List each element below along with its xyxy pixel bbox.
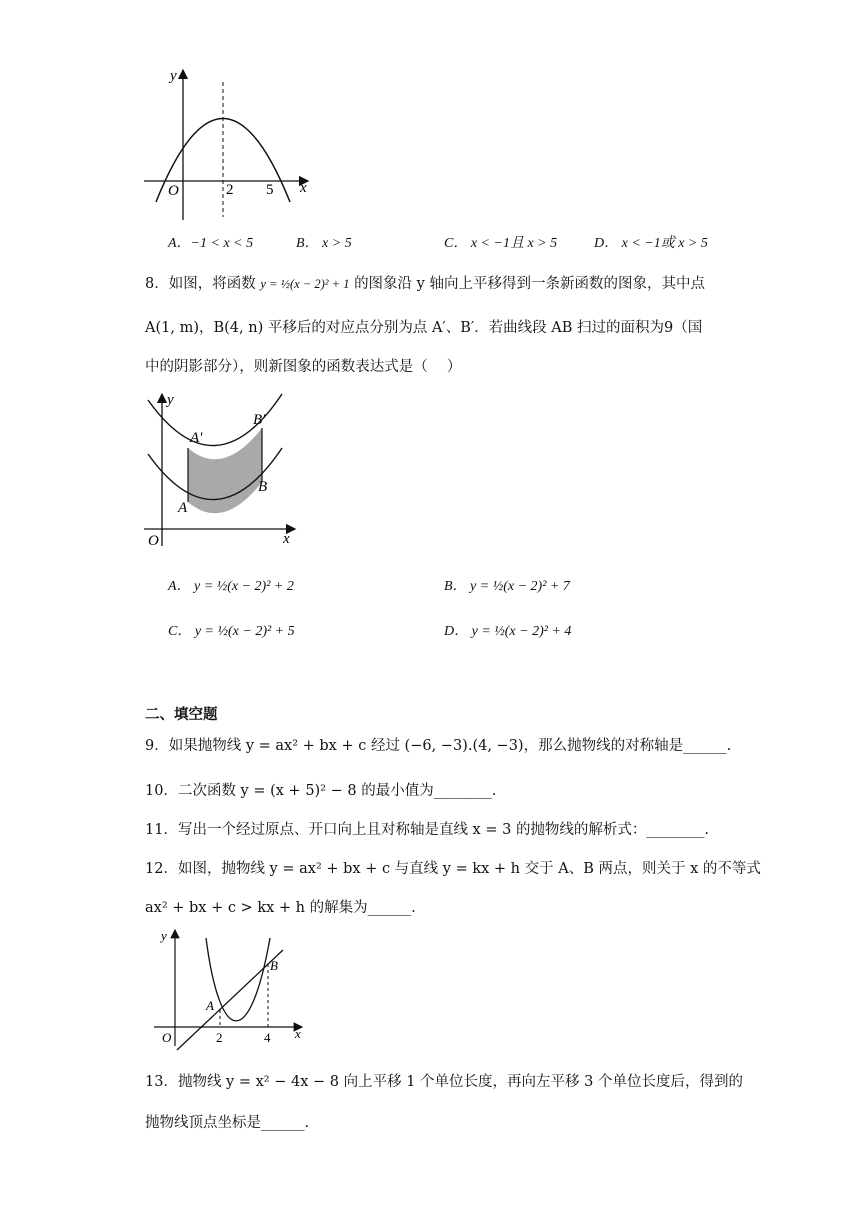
q8-option-a[interactable]: A． y = ½(x − 2)² + 2 <box>168 579 294 594</box>
q8-line-1 <box>145 272 705 293</box>
q7-option-a[interactable]: A．−1 < x < 5 <box>168 236 254 251</box>
origin-label: O <box>168 183 179 199</box>
q7-option-b[interactable]: B． x > 5 <box>296 236 352 251</box>
axis-y-label: y <box>161 928 167 943</box>
tick-label-2: 2 <box>216 1030 223 1045</box>
question-11: 11．写出一个经过原点、开口向上且对称轴是直线 x = 3 的抛物线的解析式：________. <box>145 822 710 838</box>
axis-x-label: x <box>295 1026 301 1041</box>
q8-suffix: 的图象沿 y 轴向上平移得到一条新函数的图象，其中点 <box>354 276 705 292</box>
q7-option-d[interactable]: D． x < −1或 x > 5 <box>594 236 708 251</box>
tick-label-4: 4 <box>264 1030 271 1045</box>
axis-y-label: y <box>170 68 177 84</box>
q8-line-3: 中的阴影部分），则新图象的函数表达式是（ ） <box>145 359 462 375</box>
q8-prefix: 8．如图，将函数 <box>145 276 256 292</box>
point-a-label: A <box>206 998 214 1013</box>
q8-line-2: A(1, m)，B(4, n) 平移后的对应点分别为点 A′、B′．若曲线段 AB 扫过的面积为9（国 <box>145 320 703 336</box>
point-b-prime-label: B′ <box>253 412 266 428</box>
parabola-curve <box>206 938 270 1021</box>
axis-x-label: x <box>283 531 290 547</box>
point-a-prime-label: A′ <box>190 430 203 446</box>
origin-label: O <box>148 533 159 549</box>
q8-formula: y = ½(x − 2)² + 1 <box>260 277 350 291</box>
question-13-line-1: 13．抛物线 y = x² − 4x − 8 向上平移 1 个单位长度，再向左平移 3 个单位长度后，得到的 <box>145 1074 743 1090</box>
question-10: 10．二次函数 y = (x + 5)² − 8 的最小值为________. <box>145 783 497 799</box>
section-heading-fill-blank: 二、填空题 <box>145 707 218 723</box>
question-12-line-1: 12．如图，抛物线 y = ax² + bx + c 与直线 y = kx + h 交于 A、B 两点，则关于 x 的不等式 <box>145 861 761 877</box>
figure-q8-shift <box>140 388 305 550</box>
tick-label-2: 2 <box>226 182 234 198</box>
point-a-label: A <box>178 500 188 516</box>
q7-option-c[interactable]: C． x < −1且 x > 5 <box>444 236 558 251</box>
q8-option-d[interactable]: D． y = ½(x − 2)² + 4 <box>444 624 572 639</box>
point-b-label: B <box>270 958 278 973</box>
point-b-label: B <box>258 479 268 495</box>
question-13-line-2: 抛物线顶点坐标是______. <box>145 1115 310 1131</box>
q8-option-b[interactable]: B． y = ½(x − 2)² + 7 <box>444 579 570 594</box>
q8-option-c[interactable]: C． y = ½(x − 2)² + 5 <box>168 624 295 639</box>
figure-q12-parabola-line <box>150 926 310 1056</box>
axis-x-label: x <box>300 180 307 196</box>
origin-label: O <box>162 1030 172 1045</box>
question-9: 9．如果抛物线 y = ax² + bx + c 经过 (−6, −3).(4, −3)，那么抛物线的对称轴是______. <box>145 738 732 754</box>
question-12-line-2: ax² + bx + c > kx + h 的解集为______. <box>145 900 416 916</box>
figure-q7-parabola <box>140 62 320 224</box>
axis-y-label: y <box>167 392 174 408</box>
tick-label-5: 5 <box>266 182 274 198</box>
